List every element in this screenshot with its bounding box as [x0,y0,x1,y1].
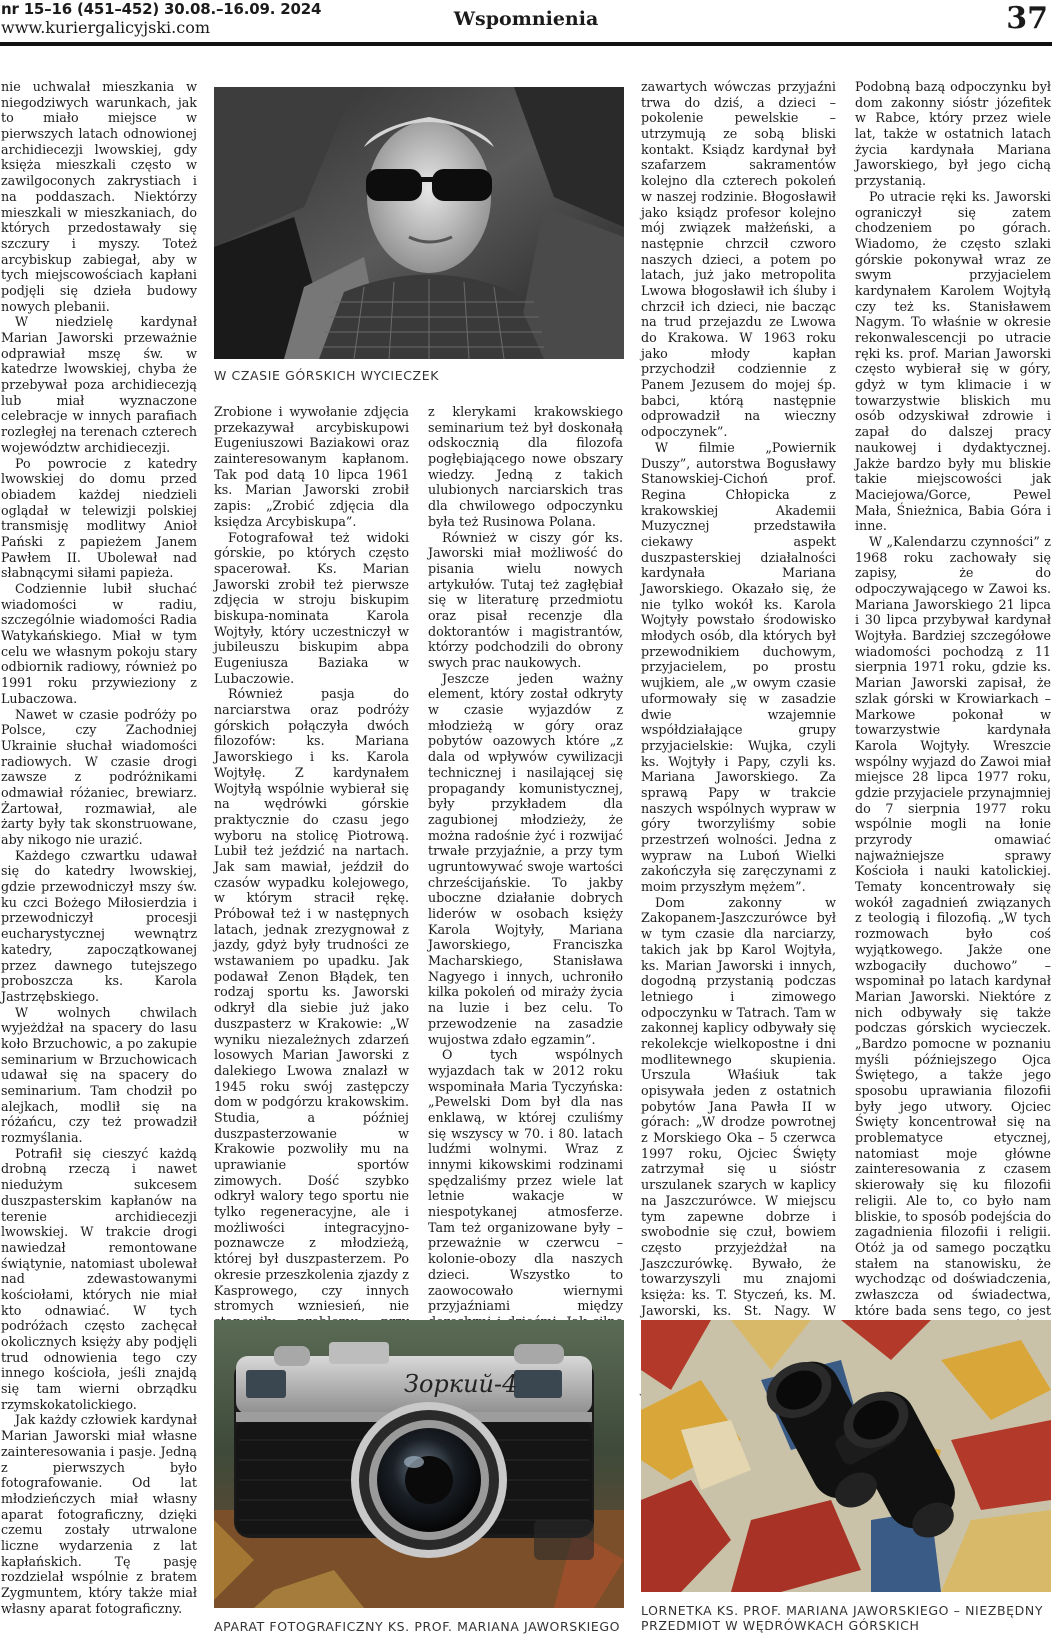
header-rule [0,42,1052,46]
paragraph: W filmie „Powiernik Duszy”, autorstwa Bogusławy Stanowskiej-Cichoń prof. Regina Chłopicka z krakowskiej Akademii Muzycznej przedstawiła ciekawy aspekt duszpasterskiej działalności kardynała Mariana Jaworskiego. Okazało się, że nie tylko wokół ks. Karola Wojtyły powstało środowisko młodych osób, dla których był przewodnikiem duchowym, przyjacielem, po prostu wujkiem, ale „w owym czasie uformowały się w zasadzie dwie wzajemnie współdziałające grupy przyjacielskie: Wujka, czyli ks. Wojtyły i Papy, czyli ks. Mariana Jaworskiego. Za sprawą Papy w trakcie naszych wspólnych wypraw w góry tworzyliśmy sobie przestrzeń wolności. Jedna z wypraw na Luboń Wielki zakończyła się zaręczynami z moim przyszłym mężem”. [641,439,836,895]
paragraph: Jeszcze jeden ważny element, który został odkryty w czasie wyjazdów z młodzieżą w góry oraz pobytów oazowych które „z dala od wpływów cywilizacji technicznej i nasilającej się propagandy komunistycznej, były przykładem dla zagubionej młodzieży, że można radośnie żyć i rozwijać trwałe przyjaźnie, a przy tym ugruntowywać swoje wartości chrześcijańskie. To jakby uboczne działanie dobrych liderów w osobach księży Karola Wojtyły, Mariana Jaworskiego, Franciszka Macharskiego, Stanisława Nagyego i innych, uchroniło kilka pokoleń od miraży życia na luzie i bez celu. To przewodzenie na zasadzie wujostwa zdało egzamin”. [428,670,623,1047]
paragraph: nie uchwalał mieszkania w niegodziwych warunkach, jak to miało miejsce w pierwszych latach odnowionej archidiecezji lwowskiej, gdy księża mieszkali często w zawilgoconych zakrystiach i na poddaszach. Niektórzy mieszkali w mieszkaniach, do których przedostawały się szczury i myszy. Toteż arcybiskup zabiegał, aby w tych miejscowościach kapłani podjęli się dzieła budowy nowych plebanii. [1,79,197,314]
paragraph: W niedzielę kardynał Marian Jaworski przeważnie odprawiał mszę św. w katedrze lwowskiej, chyba że przebywał poza archidiecezją lub miał wyznaczone celebracje w innych parafiach rozległej na terenach czterech województw archidiecezji. [1,314,197,455]
photo-caption: W CZASIE GÓRSKICH WYCIECZEK [214,368,440,383]
text-column-3 [428,404,623,1314]
paragraph: Każdego czwartku udawał się do katedry lwowskiej, gdzie przewodniczył mszy św. ku czci Bożego Miłosierdzia i przewodniczył procesji eucharystycznej wewnątrz katedry, zapoczątkowanej przez dawnego tutejszego proboszcza ks. Karola Jastrzębskiego. [1,847,197,1004]
photo-caption: APARAT FOTOGRAFICZNY KS. PROF. MARIANA JAWORSKIEGO [214,1619,621,1634]
website-link[interactable]: www.kuriergalicyjski.com [1,18,211,37]
paragraph: Również w ciszy gór ks. Jaworski miał możliwość do pisania wielu nowych artykułów. Tutaj też zagłębiał się w literaturę przedmiotu oraz pisał recenzje dla doktorantów i magistrantów, którzy podchodzili do obrony swych prac naukowych. [428,529,623,670]
paragraph: Potrafił się cieszyć każdą drobną rzeczą i nawet niedużym sukcesem duszpasterskim kapłanów na terenie archidiecezji lwowskiej. W trakcie drogi nawiedzał remontowane świątynie, natomiast ubolewał nad zdewastowanymi kościołami, których nie miał kto odnawiać. W tych podróżach często zachęcał okolicznych księży aby podjęli trud odnowienia tego czy innego kościoła, jeśli znajdą się tam wierni obrządku rzymskokatolickiego. [1,1145,197,1412]
text-column-2 [214,404,409,1314]
paragraph: z klerykami krakowskiego seminarium też był doskonałą odskocznią dla filozofa pogłębiającego nowe obszary wiedzy. Jedną z takich ulubionych narciarskich tras dla chwilowego odpoczynku była też Rusinowa Polana. [428,404,623,529]
paragraph: Dom zakonny w Zakopanem-Jaszczurówce był w tym czasie dla narciarzy, takich jak bp Karol Wojtyła, ks. Marian Jaworski i innych, dogodną przystanią podczas letniego i zimowego odpoczynku w Tatrach. Tam w zakonnej kaplicy odbywały się rekolekcje wielkopostne i dni modlitewnego skupienia. Urszula Właśiuk tak opisywała jeden z ostatnich pobytów Jana Pawła II w górach: „W drodze powrotnej z Morskiego Oka – 5 czerwca 1997 roku, Ojciec Święty zatrzymał się u sióstr urszulanek szarych w kaplicy na Jaszczurówce. W miejscu tym zapewne dobrze i swobodnie się czuł, bowiem często przyjeżdżał na Jaszczurówkę. Bywało, że towarzyszyli mu znajomi księża: ks. T. Styczeń, ks. M. Jaworski, ks. St. Nagy. W [641,894,836,1318]
section-title: Wspomnienia [453,8,599,30]
camera-photo [214,1320,624,1608]
text-column-5 [855,79,1051,1318]
paragraph: W „Kalendarzu czynności” z 1968 roku zachowały się zapisy, że do odpoczywającego w Zawoi ks. Mariana Jaworskiego 21 lipca i 30 lipca przybywał kardynał Wojtyła. Bardziej szczegółowe wiadomości pochodzą z 11 sierpnia 1971 roku, gdzie ks. Marian Jaworski zapisał, że szlak górski w Krowiarkach – Markowe pokonał w towarzystwie kardynała Karola Wojtyły. Wreszcie wspólny wyjazd do Zawoi miał miejsce 28 lipca 1977 roku, gdzie przyjaciele przynajmniej do 7 sierpnia 1977 roku wspólnie mogli na łonie przyrody omawiać najważniejsze sprawy Kościoła i nauki katolickiej. Tematy koncentrowały się wokół zagadnień związanych z teologią i filozofią. „W tych rozmowach było coś wyjątkowego. Jakże one wzbogaciły duchowo” – wspominał po latach kardynał Marian Jaworski. Niektóre z nich odbywały się także podczas górskich wycieczek. „Bardzo pomocne w poznaniu myśli późniejszego Ojca Świętego, a także jego sposobu uprawiania filozofii były jego utwory. Ojciec Święty koncentrował się na problematyce etycznej, natomiast moje główne zainteresowania z czasem skierowały się ku filozofii religii. Ale to, co było nam bliskie, to sposób podejścia do zagadnienia filozofii i religii. Otóż ja od samego początku stałem na stanowisku, że wychodząc od doświadczenia, zwłaszcza od świadectwa, które bada sens tego, co jest [855,533,1051,1318]
paragraph: Po powrocie z katedry lwowskiej do domu przed obiadem każdej niedzieli oglądał w telewizji polskiej transmisję modlitwy Anioł Pański z papieżem Janem Pawłem II. Ubolewał nad słabnącymi siłami papieża. [1,455,197,581]
photo-caption: LORNETKA KS. PROF. MARIANA JAWORSKIEGO – NIEZBĘDNY PRZEDMIOT W WĘDRÓWKACH GÓRSKICH [641,1603,1044,1633]
paragraph: zawartych wówczas przyjaźni trwa do dziś, a dzieci – pokolenie pewelskie – utrzymują ze sobą bliski kontakt. Ksiądz kardynał był szafarzem sakramentów kolejno dla czterech pokoleń w naszej rodzinie. Błogosławił jako ksiądz profesor kolejno mój związek małżeński, a następnie chrzcił czworo naszych dzieci, a potem po latach, już jako metropolita Lwowa błogosławił ich śluby i chrzcił ich dzieci, nie bacząc na trud przejazdu ze Lwowa do Krakowa. W 1963 roku jako młody kapłan przychodził codziennie z Panem Jezusem do mojej śp. babci, którą następnie odprowadził na wieczny odpoczynek”. [641,79,836,440]
paragraph: Zrobione i wywołanie zdjęcia przekazywał arcybiskupowi Eugeniuszowi Baziakowi oraz zainteresowanym kapłanom. Tak pod datą 10 lipca 1961 ks. Marian Jaworski zrobił zapis: „Zrobić zdjęcia dla księdza Arcybiskupa”. [214,404,409,529]
paragraph: Nawet w czasie podróży po Polsce, czy Zachodniej Ukrainie słuchał wiadomości radiowych. W czasie drogi zawsze z podróżnikami odmawiał różaniec, brewiarz. Żartował, rozmawiał, ale żarty były tak skonstruowane, aby nikogo nie urazić. [1,706,197,847]
paragraph: Fotografował też widoki górskie, po których często spacerował. Ks. Marian Jaworski zrobił też pierwsze zdjęcia w stroju biskupim biskupa-nominata Karola Wojtyły, który uczestniczył w jubileuszu biskupim abpa Eugeniusza Baziaka w Lubaczowie. [214,529,409,686]
paragraph: O tych wspólnych wyjazdach tak w 2012 roku wspominała Maria Tyczyńska: „Pewelski Dom był dla nas enklawą, w której czuliśmy się wszyscy w 70. i 80. latach ludźmi wolnymi. Wraz z innymi kikowskimi rodzinami spędzaliśmy przez wiele lat letnie wakacje w niespotykanej atmosferze. Tam też organizowane były – przeważnie w czerwcu – kolonie-obozy dla naszych dzieci. Wszystko to zaowocowało wiernymi przyjaźniami między [428,1047,623,1314]
text-column-4 [641,79,836,1318]
paragraph: Jak każdy człowiek kardynał Marian Jaworski miał własne zainteresowania i pasje. Jedną z pierwszych było fotografowanie. Od lat młodzieńczych miał własny aparat fotograficzny, dzięki czemu zostały utrwalone liczne wydarzenia z lat kapłańskich. Tę pasję rozdzielał wspólnie z bratem Zygmuntem, który także miał własny aparat fotograficzny. [1,1412,197,1616]
camera-brand-text: Зоркий-4 [404,1370,518,1398]
paragraph: Podobną bazą odpoczynku był dom zakonny sióstr józefitek w Rabce, który przez wiele lat, także w ostatnich latach życia kardynała Mariana Jaworskiego, był jego cichą przystanią. [855,79,1051,189]
mountain-trip-photo [214,87,624,359]
issue-info: nr 15–16 (451–452) 30.08.–16.09. 2024 [1,0,322,18]
page-header [0,0,1052,48]
page-number: 37 [1006,1,1048,36]
text-column-1 [1,79,197,1637]
paragraph: Po utracie ręki ks. Jaworski ograniczył się zatem chodzeniem po górach. Wiadomo, że często szlaki górskie pokonywał wraz ze swym przyjacielem kardynałem Karolem Wojtyłą czy też ks. Stanisławem Nagym. To właśnie w okresie rekonwalescencji po utracie ręki ks. prof. Marian Jaworski często wybierał się w góry, gdyż w tym klimacie i w towarzystwie bliskich mu osób odzyskiwał zdrowie i zapał do dalszej pracy naukowej i dydaktycznej. Jakże bardzo były mu bliskie takie miejscowości jak Maciejowa/Gorce, Pewel Mała, Śnieżnica, Babia Góra i inne. [855,188,1051,534]
paragraph: W wolnych chwilach wyjeżdżał na spacery do lasu koło Brzuchowic, a po zakupie seminarium w Brzuchowicach udawał się na spacery do seminarium. Tam chodził po alejkach, modlił się na różańcu, czy też prowadził rozmyślania. [1,1004,197,1146]
paragraph: Również pasja do narciarstwa oraz podróży górskich połączyła dwóch filozofów: ks. Mariana Jaworskiego i ks. Karola Wojtyłę. Z kardynałem Wojtyłą wspólnie wybierał się na wędrówki górskie praktycznie do czasu jego wyboru na stolicę Piotrową. Lubił też jeździć na nartach. Jak sam mawiał, jeździł do czasów wypadku kolejowego, w którym stracił rękę. Próbował też i w następnych latach, jednak zrezygnował z jazdy, gdyż były trudności ze wstawaniem po upadku. Jak podawał Zenon Błądek, ten rodzaj sportu ks. Jaworski odkrył dla siebie już jako duszpasterz w Krakowie: „W wyniku niezależnych zdarzeń losowych Marian Jaworski z dalekiego Lwowa znalazł w 1945 roku swój zastępczy dom w podgórzu krakowskim. Studia, a później duszpasterzowanie w Krakowie pozwoliły mu na uprawianie sportów zimowych. Dość szybko odkrył walory tego sportu nie tylko regeneracyjne, ale i możliwości integracyjno-poznawcze z młodzieżą, której był duszpasterzem. Po okresie przeszkolenia zjazdy z Kasprowego, czy innych stromych wzniesień, nie [214,686,409,1314]
binoculars-photo [641,1320,1051,1592]
paragraph: Codziennie lubił słuchać wiadomości w radiu, szczególnie wiadomości Radia Watykańskiego. Miał w tym celu we własnym pokoju stary odbiornik radiowy, również po 1991 roku przywieziony z Lubaczowa. [1,581,197,706]
